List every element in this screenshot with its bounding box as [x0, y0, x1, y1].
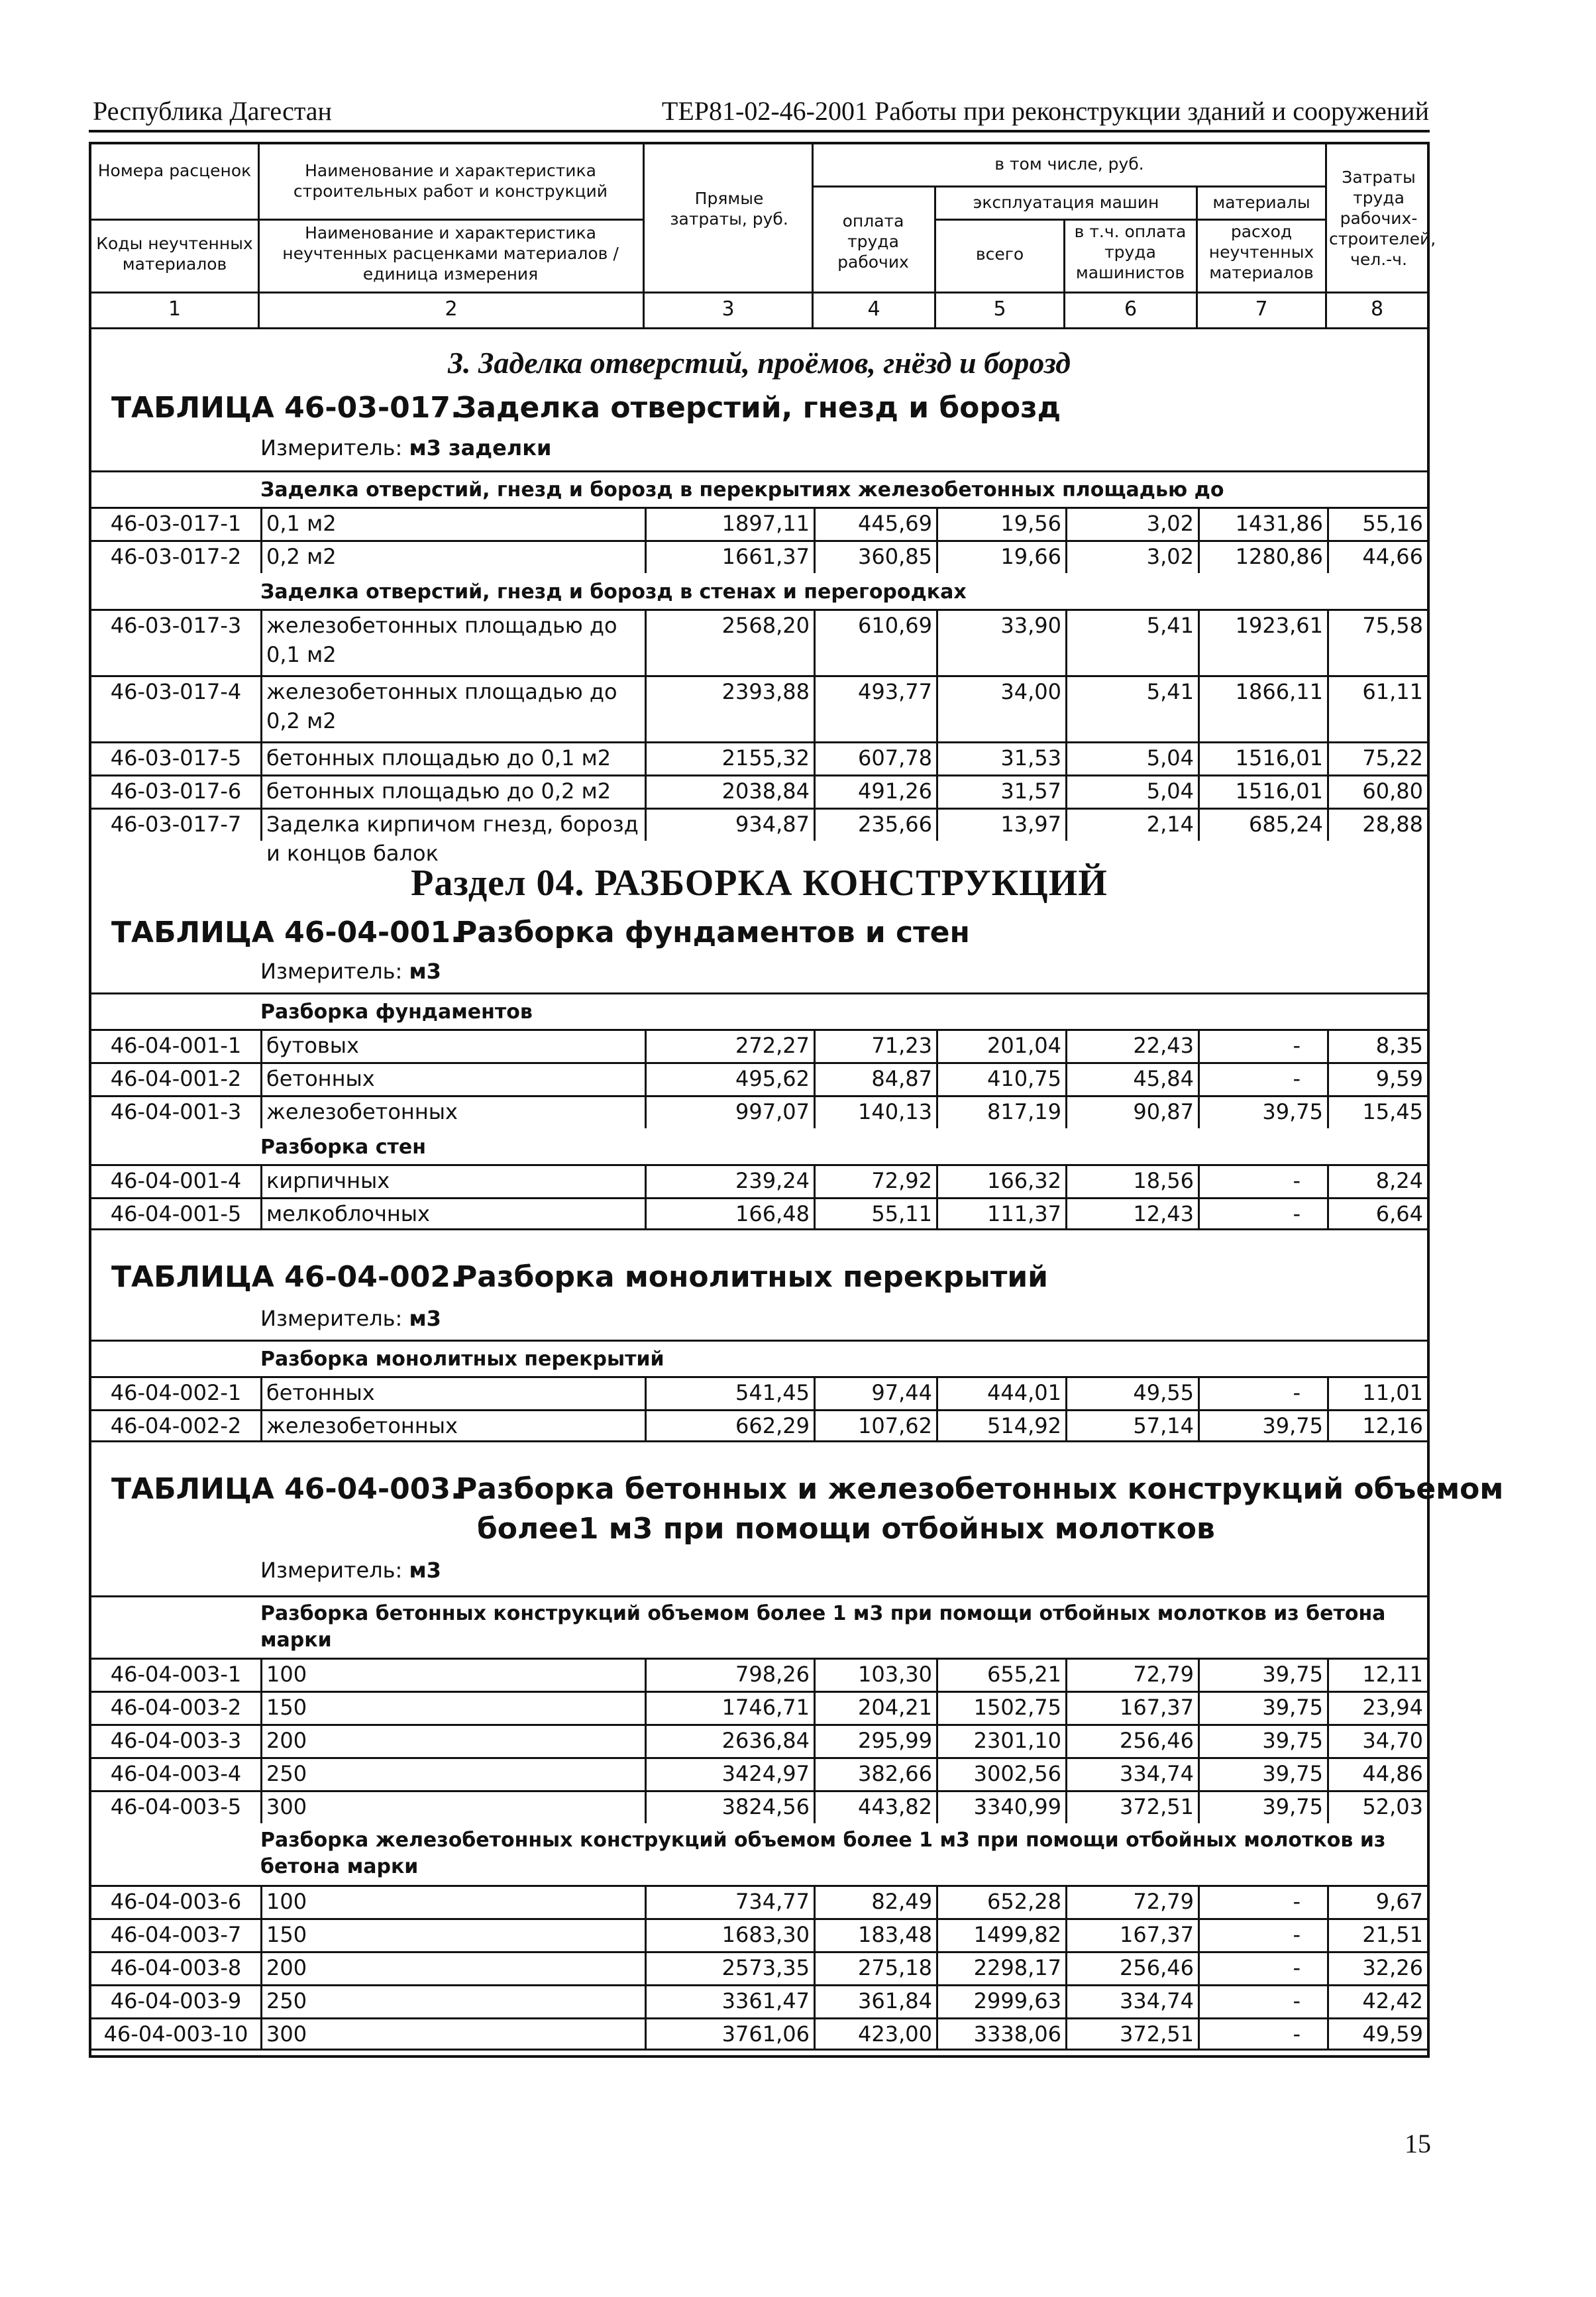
direct-cost-cell: 166,48 — [645, 1199, 814, 1228]
col-number: 3 — [721, 297, 735, 321]
labor-cell: 11,01 — [1327, 1378, 1427, 1409]
work-name-cell: 0,2 м2 — [260, 542, 645, 573]
work-name-cell: бетонных площадью до 0,2 м2 — [260, 776, 645, 808]
work-name-cell: 150 — [260, 1693, 645, 1724]
machines-cell: 652,28 — [936, 1887, 1065, 1918]
header-document-title: ТЕР81-02-46-2001 Работы при реконструкции зданий и сооружений — [661, 96, 1429, 126]
machinist-wages-cell: 57,14 — [1065, 1411, 1198, 1440]
hdr-rule — [91, 292, 1427, 294]
table-row — [91, 1062, 1427, 1095]
table-row — [91, 1164, 1427, 1197]
machines-cell: 19,66 — [936, 542, 1065, 573]
machines-cell: 514,92 — [936, 1411, 1065, 1440]
work-name-cell: 0,1 м2 — [260, 509, 645, 540]
materials-cell: - — [1198, 1031, 1327, 1062]
col-number: 6 — [1124, 297, 1138, 321]
machines-cell: 655,21 — [936, 1660, 1065, 1691]
machines-cell: 19,56 — [936, 509, 1065, 540]
materials-cell: 1280,86 — [1198, 542, 1327, 573]
table-row — [91, 1724, 1427, 1757]
work-name-cell: железобетонных — [260, 1411, 645, 1440]
table-title-continued: более1 м3 при помощи отбойных молотков — [477, 1512, 1215, 1546]
table-code: ТАБЛИЦА 46-04-002. — [111, 1260, 462, 1294]
table-row — [91, 1757, 1427, 1790]
section-title: 3. Заделка отверстий, проёмов, гнёзд и борозд — [448, 346, 1071, 380]
measure-label: Измеритель: — [260, 435, 403, 460]
wages-cell: 360,85 — [814, 542, 936, 573]
labor-cell: 9,67 — [1327, 1887, 1427, 1918]
machines-cell: 31,53 — [936, 743, 1065, 775]
table-row — [91, 1658, 1427, 1691]
rate-code-cell: 46-04-003-3 — [110, 1728, 242, 1753]
table-row — [91, 741, 1427, 775]
labor-cell: 60,80 — [1327, 776, 1427, 808]
rate-code-cell: 46-03-017-2 — [110, 544, 242, 569]
rate-code-cell: 46-04-003-8 — [110, 1955, 242, 1980]
table-row — [91, 1095, 1427, 1128]
machinist-wages-cell: 5,04 — [1065, 743, 1198, 775]
materials-cell: - — [1198, 1199, 1327, 1228]
wages-cell: 361,84 — [814, 1986, 936, 2017]
direct-cost-cell: 997,07 — [645, 1097, 814, 1128]
group-title: Разборка бетонных конструкций объемом более 1 м3 при помощи отбойных молотков из бетона марки — [260, 1602, 1386, 1652]
labor-cell: 23,94 — [1327, 1693, 1427, 1724]
col-unaccounted-materials-title: расход неучтенных материалов — [1208, 222, 1314, 282]
col-wages-title: оплата труда рабочих — [837, 211, 909, 272]
work-name-cell: бетонных — [260, 1378, 645, 1409]
group-title: Разборка железобетонных конструкций объемом более 1 м3 при помощи отбойных молотков из бетона марки — [260, 1829, 1386, 1878]
machinist-wages-cell: 167,37 — [1065, 1920, 1198, 1951]
col-number: 7 — [1255, 297, 1268, 321]
table-row — [91, 1409, 1427, 1442]
materials-cell: - — [1198, 1920, 1327, 1951]
measure-label: Измеритель: — [260, 1558, 403, 1583]
col-direct-cost-title: Прямые затраты, руб. — [670, 189, 788, 229]
labor-cell: 42,42 — [1327, 1986, 1427, 2017]
machines-cell: 201,04 — [936, 1031, 1065, 1062]
rate-code-cell: 46-04-002-2 — [110, 1413, 242, 1438]
materials-cell: - — [1198, 1986, 1327, 2017]
table-code: ТАБЛИЦА 46-03-017. — [111, 391, 462, 425]
direct-cost-cell: 272,27 — [645, 1031, 814, 1062]
direct-cost-cell: 3424,97 — [645, 1759, 814, 1790]
table-code: ТАБЛИЦА 46-04-003. — [111, 1472, 462, 1506]
rate-code-cell: 46-04-003-4 — [110, 1761, 242, 1786]
table-rule — [91, 1595, 1427, 1597]
wages-cell: 445,69 — [814, 509, 936, 540]
table-row — [91, 507, 1427, 540]
machinist-wages-cell: 2,14 — [1065, 810, 1198, 841]
work-name-cell: 100 — [260, 1660, 645, 1691]
direct-cost-cell: 798,26 — [645, 1660, 814, 1691]
materials-cell: 1516,01 — [1198, 743, 1327, 775]
labor-cell: 8,24 — [1327, 1166, 1427, 1197]
labor-cell: 61,11 — [1327, 677, 1427, 741]
rates-table — [89, 142, 1504, 2058]
header-rule — [89, 130, 1430, 133]
labor-cell: 12,16 — [1327, 1411, 1427, 1440]
machinist-wages-cell: 49,55 — [1065, 1378, 1198, 1409]
measure-label: Измеритель: — [260, 959, 403, 984]
table-code: ТАБЛИЦА 46-04-001. — [111, 916, 462, 949]
table-row — [91, 1790, 1427, 1823]
hdr-rule — [91, 327, 1427, 329]
machines-cell: 111,37 — [936, 1199, 1065, 1228]
materials-cell: 39,75 — [1198, 1411, 1327, 1440]
work-name-cell: бетонных — [260, 1064, 645, 1095]
rate-code-cell: 46-04-001-5 — [110, 1201, 242, 1226]
wages-cell: 204,21 — [814, 1693, 936, 1724]
group-title: Разборка монолитных перекрытий — [260, 1348, 665, 1371]
direct-cost-cell: 239,24 — [645, 1166, 814, 1197]
materials-cell: 1516,01 — [1198, 776, 1327, 808]
machines-cell: 1502,75 — [936, 1693, 1065, 1724]
work-name-cell: 250 — [260, 1759, 645, 1790]
machinist-wages-cell: 45,84 — [1065, 1064, 1198, 1095]
direct-cost-cell: 934,87 — [645, 810, 814, 841]
rate-code-cell: 46-03-017-4 — [110, 679, 242, 704]
col-number: 4 — [867, 297, 880, 321]
hdr-rule — [934, 219, 1325, 221]
wages-cell: 55,11 — [814, 1199, 936, 1228]
group-title: Заделка отверстий, гнезд и борозд в перекрытиях железобетонных площадью до — [260, 478, 1224, 502]
col-name-title: Наименование и характеристика строительных работ и конструкций — [293, 161, 608, 201]
wages-cell: 82,49 — [814, 1887, 936, 1918]
labor-cell: 12,11 — [1327, 1660, 1427, 1691]
table-row — [91, 540, 1427, 573]
header-region: Республика Дагестан — [93, 96, 332, 126]
work-name-cell: бутовых — [260, 1031, 645, 1062]
materials-cell: 1431,86 — [1198, 509, 1327, 540]
col-number: 2 — [445, 297, 458, 321]
wages-cell: 235,66 — [814, 810, 936, 841]
materials-cell: 1923,61 — [1198, 611, 1327, 675]
wages-cell: 84,87 — [814, 1064, 936, 1095]
wages-cell: 491,26 — [814, 776, 936, 808]
table-heading — [111, 1469, 1504, 1546]
labor-cell: 32,26 — [1327, 1953, 1427, 1984]
machinist-wages-cell: 334,74 — [1065, 1759, 1198, 1790]
table-title: Заделка отверстий, гнезд и борозд — [456, 391, 1061, 425]
wages-cell: 72,92 — [814, 1166, 936, 1197]
table-row — [91, 775, 1427, 808]
machines-cell: 3002,56 — [936, 1759, 1065, 1790]
machines-cell: 31,57 — [936, 776, 1065, 808]
rate-code-cell: 46-04-003-2 — [110, 1695, 242, 1720]
materials-cell: 39,75 — [1198, 1660, 1327, 1691]
labor-cell: 21,51 — [1327, 1920, 1427, 1951]
rate-code-cell: 46-04-001-3 — [110, 1099, 242, 1124]
wages-cell: 140,13 — [814, 1097, 936, 1128]
direct-cost-cell: 2393,88 — [645, 677, 814, 741]
col-machines-title: эксплуатация машин — [973, 193, 1159, 212]
rate-code-cell: 46-04-003-1 — [110, 1662, 242, 1687]
col-machinist-wages-title: в т.ч. оплата труда машинистов — [1074, 222, 1187, 282]
materials-cell: - — [1198, 1166, 1327, 1197]
measure-unit — [260, 1556, 441, 1585]
wages-cell: 295,99 — [814, 1726, 936, 1757]
rate-code-cell: 46-04-002-1 — [110, 1380, 242, 1405]
table-rule — [91, 992, 1427, 994]
table-title: Разборка монолитных перекрытий — [456, 1260, 1048, 1294]
direct-cost-cell: 1683,30 — [645, 1920, 814, 1951]
direct-cost-cell: 541,45 — [645, 1378, 814, 1409]
materials-cell: 39,75 — [1198, 1097, 1327, 1128]
machines-cell: 2298,17 — [936, 1953, 1065, 1984]
direct-cost-cell: 734,77 — [645, 1887, 814, 1918]
labor-cell: 34,70 — [1327, 1726, 1427, 1757]
direct-cost-cell: 2568,20 — [645, 611, 814, 675]
rate-code-cell: 46-04-003-5 — [110, 1794, 242, 1819]
measure-unit — [260, 433, 551, 462]
work-name-cell: железобетонных площадью до 0,1 м2 — [260, 611, 645, 675]
materials-cell: 685,24 — [1198, 810, 1327, 841]
col-including-title: в том числе, руб. — [994, 154, 1144, 174]
machines-cell: 33,90 — [936, 611, 1065, 675]
col-material-codes-title: Коды неучтенных материалов — [96, 234, 253, 274]
direct-cost-cell: 1897,11 — [645, 509, 814, 540]
direct-cost-cell: 1746,71 — [645, 1693, 814, 1724]
rate-code-cell: 46-03-017-6 — [110, 778, 242, 804]
work-name-cell: 100 — [260, 1887, 645, 1918]
table-row — [91, 1029, 1427, 1062]
work-name-cell: железобетонных площадью до 0,2 м2 — [260, 677, 645, 741]
machines-cell: 13,97 — [936, 810, 1065, 841]
materials-cell: 39,75 — [1198, 1792, 1327, 1823]
direct-cost-cell: 495,62 — [645, 1064, 814, 1095]
materials-cell: - — [1198, 1887, 1327, 1918]
labor-cell: 44,86 — [1327, 1759, 1427, 1790]
rate-code-cell: 46-04-003-10 — [103, 2021, 248, 2047]
work-name-cell: бетонных площадью до 0,1 м2 — [260, 743, 645, 775]
measure-value: м3 заделки — [409, 435, 552, 460]
labor-cell: 55,16 — [1327, 509, 1427, 540]
machinist-wages-cell: 5,04 — [1065, 776, 1198, 808]
table-row — [91, 1984, 1427, 2017]
wages-cell: 607,78 — [814, 743, 936, 775]
direct-cost-cell: 3761,06 — [645, 2019, 814, 2049]
machines-cell: 3338,06 — [936, 2019, 1065, 2049]
work-name-cell: 200 — [260, 1726, 645, 1757]
direct-cost-cell: 2573,35 — [645, 1953, 814, 1984]
machinist-wages-cell: 72,79 — [1065, 1887, 1198, 1918]
table-row — [91, 1197, 1427, 1230]
direct-cost-cell: 2155,32 — [645, 743, 814, 775]
hdr-rule — [258, 219, 643, 221]
section-title: Раздел 04. РАЗБОРКА КОНСТРУКЦИЙ — [411, 863, 1108, 904]
machinist-wages-cell: 372,51 — [1065, 2019, 1198, 2049]
wages-cell: 443,82 — [814, 1792, 936, 1823]
table-row — [91, 1951, 1427, 1984]
labor-cell: 52,03 — [1327, 1792, 1427, 1823]
col-number: 5 — [993, 297, 1006, 321]
wages-cell: 97,44 — [814, 1378, 936, 1409]
measure-value: м3 — [409, 959, 441, 984]
machinist-wages-cell: 3,02 — [1065, 509, 1198, 540]
table-heading — [111, 1257, 1048, 1297]
table-row — [91, 1885, 1427, 1918]
rate-code-cell: 46-04-001-4 — [110, 1168, 242, 1193]
machinist-wages-cell: 256,46 — [1065, 1726, 1198, 1757]
rate-code-cell: 46-03-017-5 — [110, 745, 242, 771]
wages-cell: 71,23 — [814, 1031, 936, 1062]
labor-cell: 28,88 — [1327, 810, 1427, 841]
work-name-cell: 200 — [260, 1953, 645, 1984]
table-row — [91, 808, 1427, 866]
materials-cell: 39,75 — [1198, 1693, 1327, 1724]
col-number: 8 — [1370, 297, 1384, 321]
work-name-cell: 250 — [260, 1986, 645, 2017]
wages-cell: 103,30 — [814, 1660, 936, 1691]
hdr-rule — [91, 219, 258, 221]
machines-cell: 34,00 — [936, 677, 1065, 741]
direct-cost-cell: 662,29 — [645, 1411, 814, 1440]
work-name-cell: кирпичных — [260, 1166, 645, 1197]
col-material-name-title: Наименование и характеристика неучтенных расценками материалов / единица измерения — [282, 223, 619, 284]
labor-cell: 8,35 — [1327, 1031, 1427, 1062]
rate-code-cell: 46-03-017-1 — [110, 511, 242, 536]
direct-cost-cell: 2636,84 — [645, 1726, 814, 1757]
hdr-rule — [812, 186, 1325, 187]
direct-cost-cell: 3361,47 — [645, 1986, 814, 2017]
page-number: 15 — [1405, 2129, 1431, 2159]
group-title: Разборка стен — [260, 1136, 426, 1159]
machinist-wages-cell: 3,02 — [1065, 542, 1198, 573]
table-row — [91, 609, 1427, 675]
machinist-wages-cell: 5,41 — [1065, 611, 1198, 675]
measure-label: Измеритель: — [260, 1306, 403, 1331]
materials-cell: 39,75 — [1198, 1759, 1327, 1790]
materials-cell: - — [1198, 1064, 1327, 1095]
machines-cell: 166,32 — [936, 1166, 1065, 1197]
machinist-wages-cell: 256,46 — [1065, 1953, 1198, 1984]
machines-cell: 1499,82 — [936, 1920, 1065, 1951]
table-row — [91, 1918, 1427, 1951]
materials-cell: - — [1198, 2019, 1327, 2049]
col-rates-title: Номера расценок — [97, 161, 252, 180]
machinist-wages-cell: 5,41 — [1065, 677, 1198, 741]
wages-cell: 610,69 — [814, 611, 936, 675]
labor-cell: 44,66 — [1327, 542, 1427, 573]
machinist-wages-cell: 334,74 — [1065, 1986, 1198, 2017]
table-title: Разборка фундаментов и стен — [456, 916, 970, 949]
machines-cell: 2301,10 — [936, 1726, 1065, 1757]
machines-cell: 817,19 — [936, 1097, 1065, 1128]
materials-cell: - — [1198, 1953, 1327, 1984]
work-name-cell: 300 — [260, 2019, 645, 2049]
group-title: Заделка отверстий, гнезд и борозд в стенах и перегородках — [260, 580, 967, 604]
machines-cell: 2999,63 — [936, 1986, 1065, 2017]
labor-cell: 75,58 — [1327, 611, 1427, 675]
wages-cell: 107,62 — [814, 1411, 936, 1440]
machinist-wages-cell: 90,87 — [1065, 1097, 1198, 1128]
work-name-cell: 300 — [260, 1792, 645, 1823]
table-row — [91, 1376, 1427, 1409]
direct-cost-cell: 3824,56 — [645, 1792, 814, 1823]
col-number: 1 — [168, 297, 182, 321]
machines-cell: 3340,99 — [936, 1792, 1065, 1823]
col-labor-title: Затраты труда рабочих-строителей, чел.-ч. — [1329, 168, 1436, 269]
labor-cell: 49,59 — [1327, 2019, 1427, 2049]
rate-code-cell: 46-04-001-1 — [110, 1033, 242, 1058]
col-machines-all-title: всего — [975, 244, 1024, 264]
work-name-cell: 150 — [260, 1920, 645, 1951]
measure-unit — [260, 1304, 441, 1333]
measure-value: м3 — [409, 1558, 441, 1583]
rate-code-cell: 46-03-017-7 — [110, 812, 242, 837]
wages-cell: 423,00 — [814, 2019, 936, 2049]
table-row — [91, 2017, 1427, 2051]
materials-cell: - — [1198, 1378, 1327, 1409]
table-row — [91, 1691, 1427, 1724]
machinist-wages-cell: 12,43 — [1065, 1199, 1198, 1228]
table-rule — [91, 470, 1427, 472]
labor-cell: 9,59 — [1327, 1064, 1427, 1095]
wages-cell: 275,18 — [814, 1953, 936, 1984]
direct-cost-cell: 1661,37 — [645, 542, 814, 573]
rate-code-cell: 46-03-017-3 — [110, 613, 242, 638]
machinist-wages-cell: 167,37 — [1065, 1693, 1198, 1724]
table-row — [91, 675, 1427, 741]
table-title: Разборка бетонных и железобетонных конструкций объемом — [456, 1472, 1504, 1506]
wages-cell: 493,77 — [814, 677, 936, 741]
labor-cell: 75,22 — [1327, 743, 1427, 775]
machines-cell: 444,01 — [936, 1378, 1065, 1409]
table-rule — [91, 1340, 1427, 1342]
materials-cell: 39,75 — [1198, 1726, 1327, 1757]
wages-cell: 183,48 — [814, 1920, 936, 1951]
rate-code-cell: 46-04-001-2 — [110, 1066, 242, 1091]
labor-cell: 6,64 — [1327, 1199, 1427, 1228]
machinist-wages-cell: 22,43 — [1065, 1031, 1198, 1062]
rate-code-cell: 46-04-003-7 — [110, 1922, 242, 1947]
work-name-cell: мелкоблочных — [260, 1199, 645, 1228]
measure-value: м3 — [409, 1306, 441, 1331]
machinist-wages-cell: 72,79 — [1065, 1660, 1198, 1691]
labor-cell: 15,45 — [1327, 1097, 1427, 1128]
measure-unit — [260, 957, 441, 986]
wages-cell: 382,66 — [814, 1759, 936, 1790]
work-name-cell: Заделка кирпичом гнезд, борозд и концов балок — [260, 810, 645, 841]
group-title: Разборка фундаментов — [260, 1000, 533, 1024]
rate-code-cell: 46-04-003-9 — [110, 1988, 242, 2013]
machinist-wages-cell: 372,51 — [1065, 1792, 1198, 1823]
table-heading — [111, 388, 1061, 428]
machinist-wages-cell: 18,56 — [1065, 1166, 1198, 1197]
machines-cell: 410,75 — [936, 1064, 1065, 1095]
work-name-cell: железобетонных — [260, 1097, 645, 1128]
rate-code-cell: 46-04-003-6 — [110, 1889, 242, 1914]
table-heading — [111, 913, 970, 953]
direct-cost-cell: 2038,84 — [645, 776, 814, 808]
col-materials-title: материалы — [1212, 193, 1310, 212]
materials-cell: 1866,11 — [1198, 677, 1327, 741]
